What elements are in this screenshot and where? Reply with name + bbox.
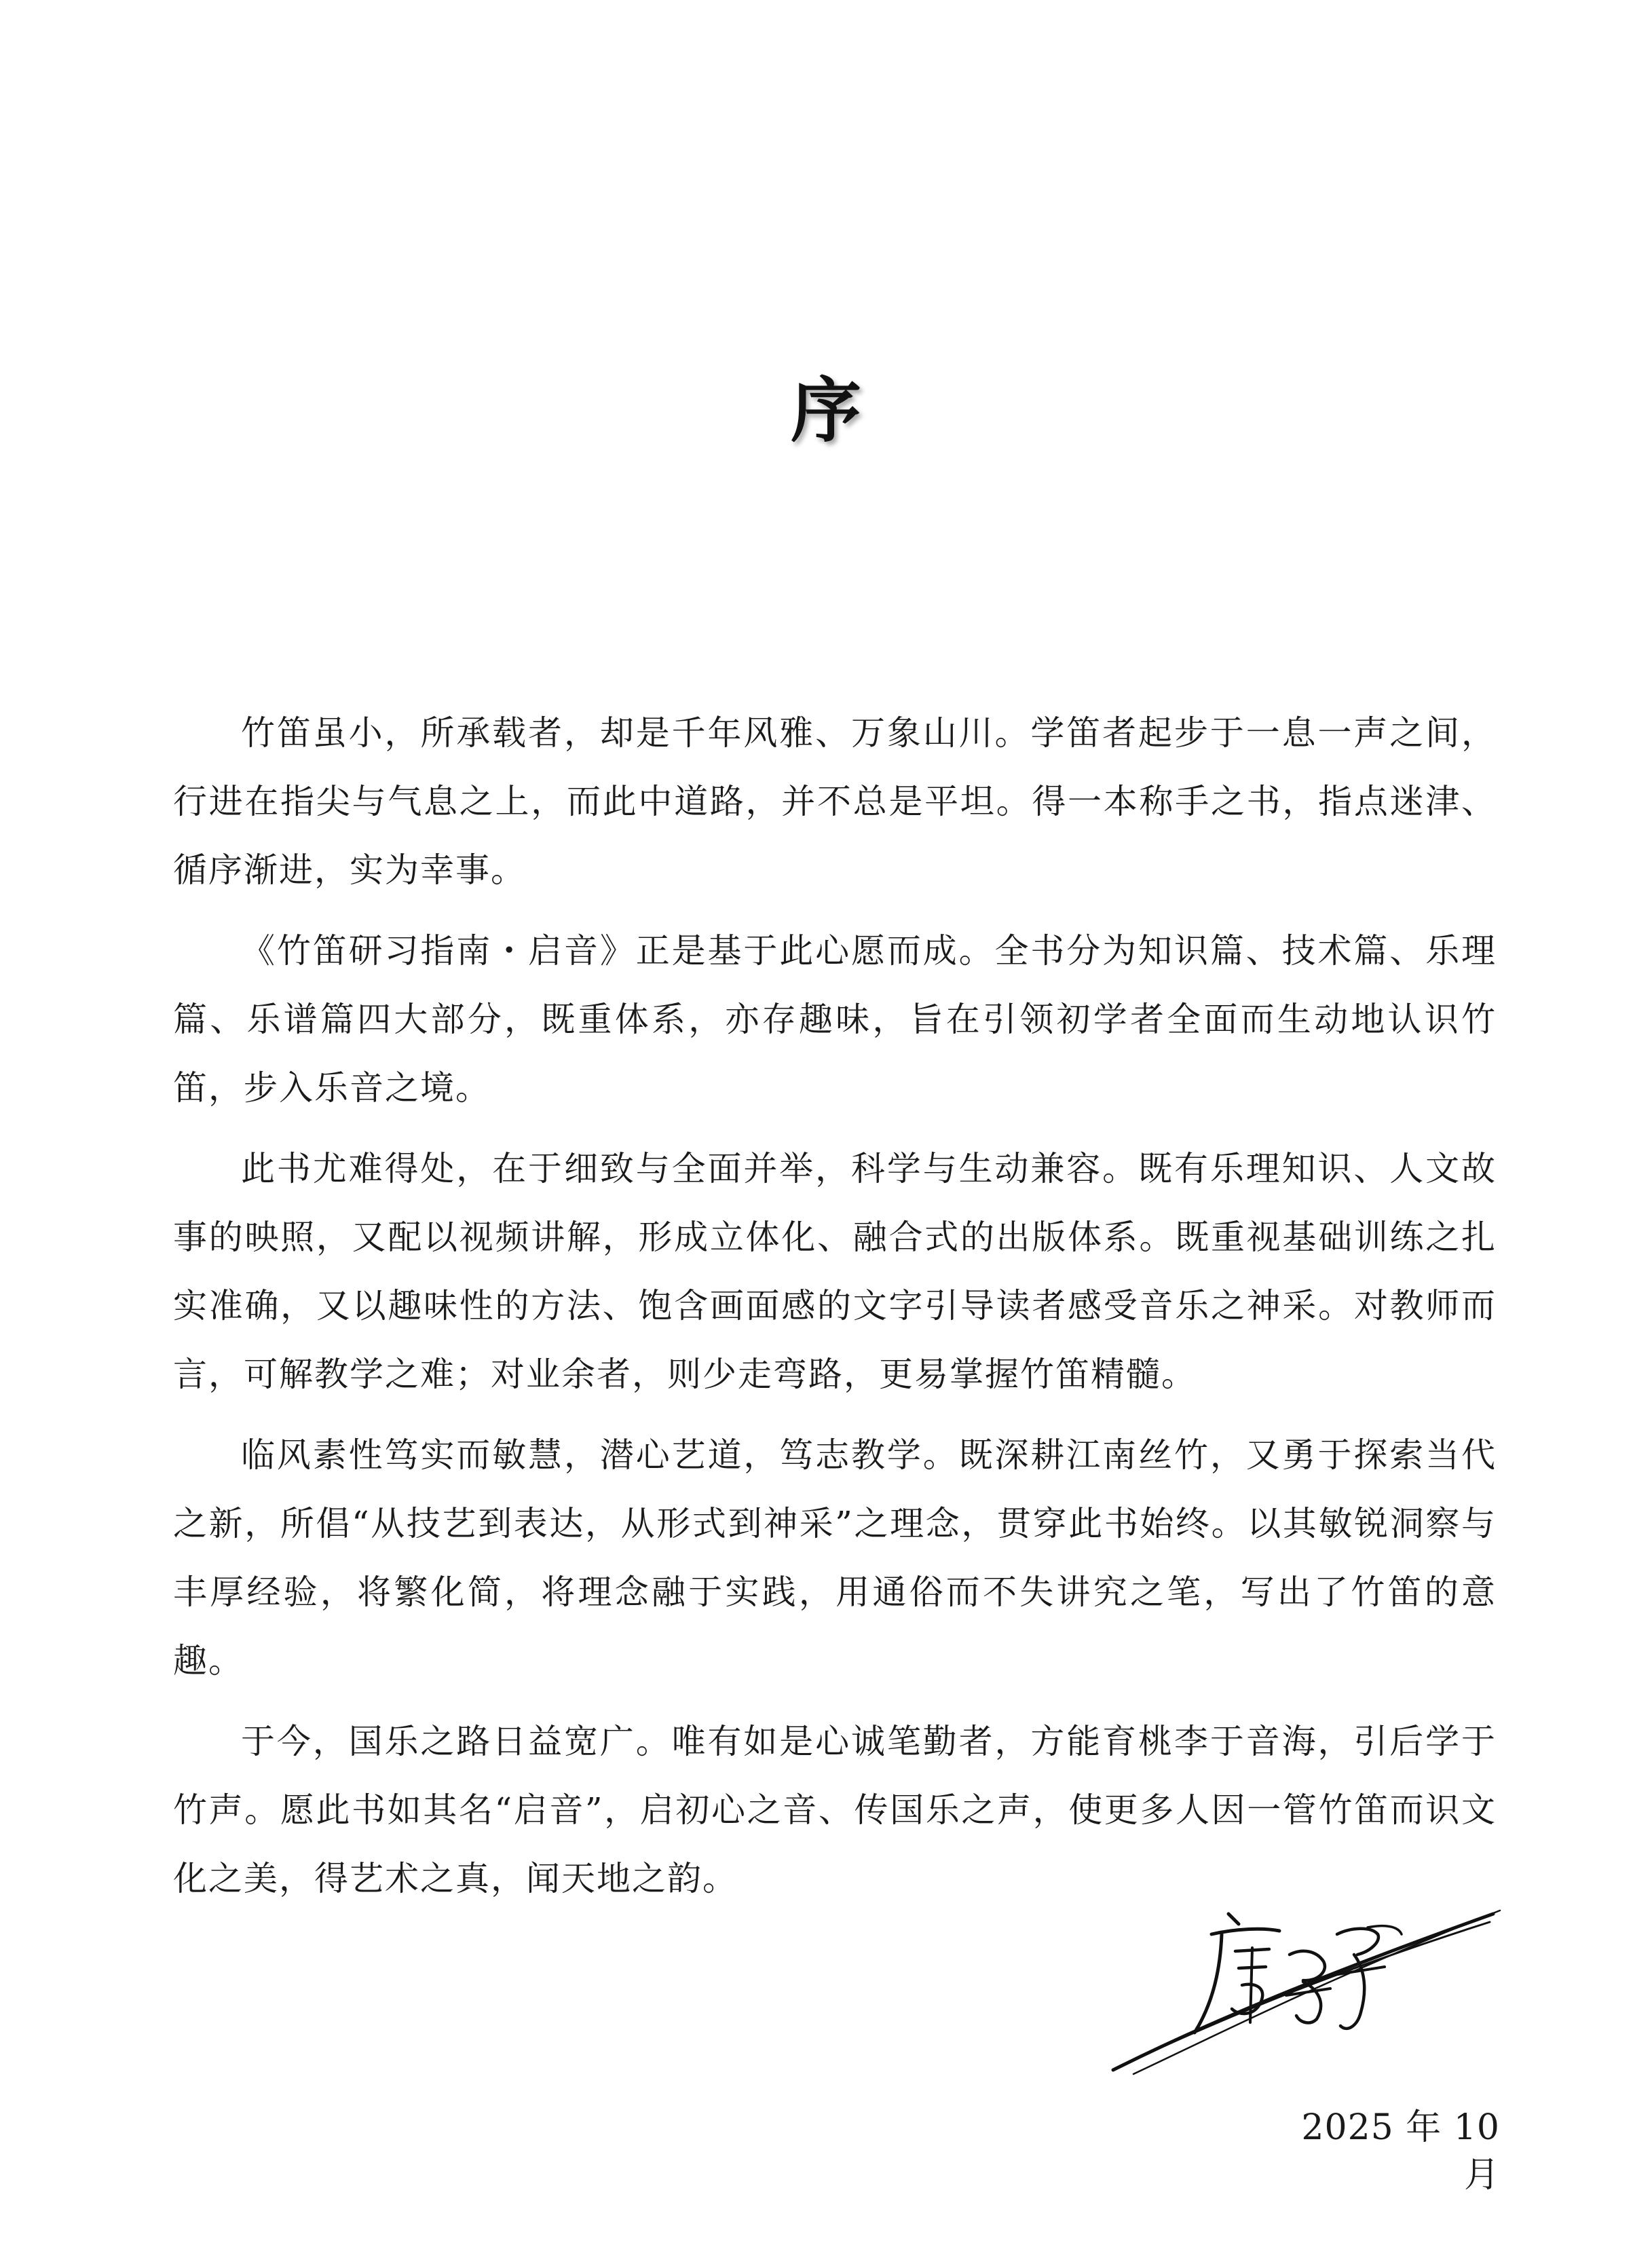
paragraph-5: 于今，国乐之路日益宽广。唯有如是心诚笔勤者，方能育桃李于音海，引后学于竹声。愿此书如其名“启音”，启初心之音、传国乐之声，使更多人因一管竹笛而识文化之美，得艺术之真，闻天地之韵。 bbox=[173, 1722, 1497, 1898]
handwritten-signature bbox=[1100, 1887, 1507, 2084]
page-title: 序 bbox=[790, 369, 861, 452]
paragraph-1: 竹笛虽小，所承载者，却是千年风雅、万象山川。学笛者起步于一息一声之间，行进在指尖与气息之上，而此中道路，并不总是平坦。得一本称手之书，指点迷津、循序渐进，实为幸事。 bbox=[173, 713, 1497, 890]
paragraph-3: 此书尤难得处，在于细致与全面并举，科学与生动兼容。既有乐理知识、人文故事的映照，又配以视频讲解，形成立体化、融合式的出版体系。既重视基础训练之扎实准确，又以趣味性的方法、饱含画面感的文字引导读者感受音乐之神采。对教师而言，可解教学之难；对业余者，则少走弯路，更易掌握竹笛精髓。 bbox=[173, 1149, 1497, 1394]
date-line: 2025 年 10 月 bbox=[1301, 2107, 1500, 2196]
preface-body bbox=[173, 699, 1497, 1925]
paragraph-4: 临风素性笃实而敏慧，潜心艺道，笃志教学。既深耕江南丝竹，又勇于探索当代之新，所倡“从技艺到表达，从形式到神采”之理念，贯穿此书始终。以其敏锐洞察与丰厚经验，将繁化简，将理念融于实践，用通俗而不失讲究之笔，写出了竹笛的意趣。 bbox=[173, 1435, 1497, 1680]
paragraph-2: 《竹笛研习指南・启音》正是基于此心愿而成。全书分为知识篇、技术篇、乐理篇、乐谱篇四大部分，既重体系，亦存趣味，旨在引领初学者全面而生动地认识竹笛，步入乐音之境。 bbox=[173, 931, 1497, 1108]
